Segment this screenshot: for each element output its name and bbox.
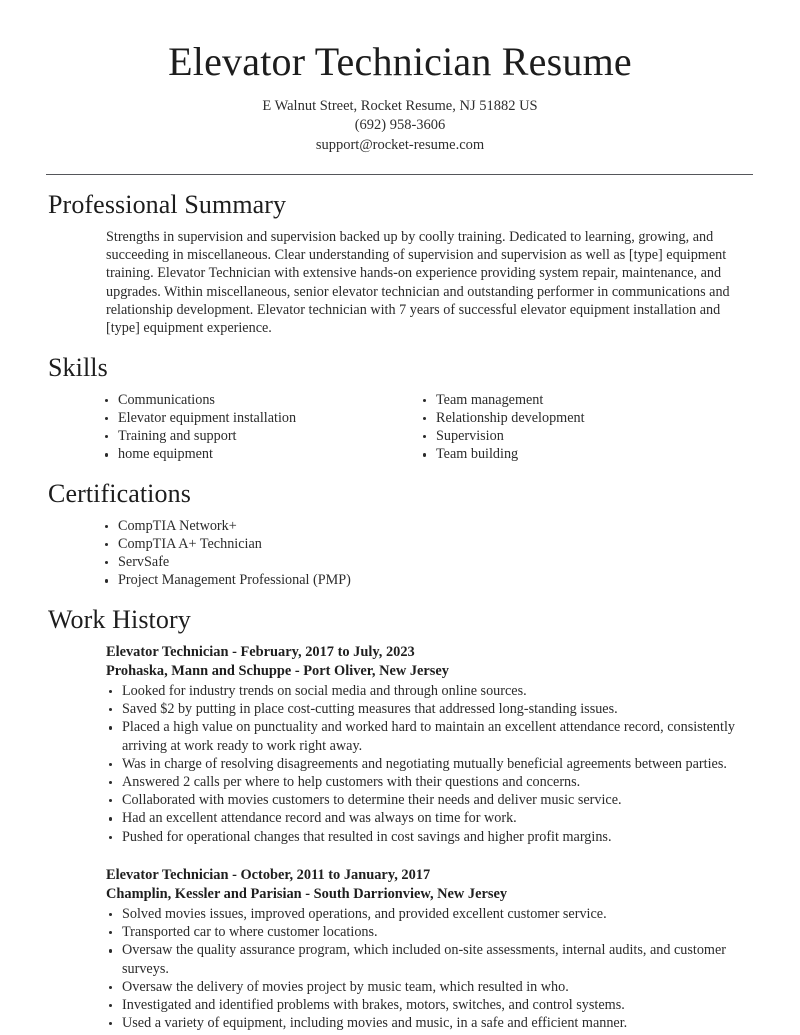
contact-email: support@rocket-resume.com [315, 136, 485, 153]
skills-column-left [102, 391, 408, 464]
section-skills [46, 352, 754, 464]
list-item: Was in charge of resolving disagreements and negotiating mutually beneficial agreements between parties. [106, 755, 754, 773]
job-company-line: Champlin, Kessler and Parisian - South Darrionview, New Jersey [106, 886, 508, 903]
contact-phone: (692) 958-3606 [354, 117, 446, 134]
section-heading-work-history: Work History [48, 604, 191, 634]
work-history-entry [106, 866, 754, 1033]
certifications-list [102, 517, 754, 590]
list-item: Pushed for operational changes that resulted in cost savings and higher profit margins. [106, 828, 754, 846]
list-item: Oversaw the delivery of movies project by music team, which resulted in who. [106, 978, 754, 996]
job-bullet-list [106, 682, 754, 846]
professional-summary-text: Strengths in supervision and supervision backed up by coolly training. Dedicated to learning, growing, and succeeding in miscellaneous. Clear understanding of supervision and supervision as well as [type] equipment training. Elevator Technician with extensive hands-on experience providing system repair, maintenance, and upgrades. Within miscellaneous, senior elevator technician and outstanding performer in communications and relationship development. Elevator technician with 7 years of successful elevator equipment installation and [type] equipment experience. [106, 228, 730, 337]
list-item: Saved $2 by putting in place cost-cutting measures that addressed long-standing issues. [106, 700, 754, 718]
list-item: Communications [102, 391, 408, 409]
list-item: Looked for industry trends on social media and through online sources. [106, 682, 754, 700]
work-history-body [46, 643, 754, 1033]
skills-list-right [420, 391, 726, 464]
list-item: CompTIA A+ Technician [102, 535, 754, 553]
list-item: Collaborated with movies customers to determine their needs and deliver music service. [106, 791, 754, 809]
list-item: home equipment [102, 445, 408, 463]
list-item: Investigated and identified problems with brakes, motors, switches, and control systems. [106, 996, 754, 1014]
list-item: Had an excellent attendance record and was always on time for work. [106, 809, 754, 827]
job-title-line: Elevator Technician - February, 2017 to July, 2023 [106, 643, 415, 660]
section-professional-summary [46, 189, 754, 338]
list-item: Training and support [102, 427, 408, 445]
header-divider [46, 174, 753, 175]
contact-block [46, 97, 754, 156]
certifications-body [46, 517, 754, 590]
skills-column-right [420, 391, 726, 464]
section-heading-skills: Skills [48, 352, 108, 382]
work-history-jobs [106, 643, 754, 1033]
section-work-history [46, 604, 754, 1033]
work-history-entry [106, 643, 754, 846]
professional-summary-body [46, 228, 754, 338]
section-heading-professional-summary: Professional Summary [48, 189, 287, 219]
job-company-line: Prohaska, Mann and Schuppe - Port Oliver, New Jersey [106, 663, 449, 680]
list-item: ServSafe [102, 553, 754, 571]
list-item: Used a variety of equipment, including movies and music, in a safe and efficient manner. [106, 1014, 754, 1032]
list-item: Team management [420, 391, 726, 409]
list-item: CompTIA Network+ [102, 517, 754, 535]
list-item: Supervision [420, 427, 726, 445]
list-item: Project Management Professional (PMP) [102, 571, 754, 589]
skills-list-left [102, 391, 408, 464]
list-item: Elevator equipment installation [102, 409, 408, 427]
job-bullet-list [106, 905, 754, 1032]
list-item: Relationship development [420, 409, 726, 427]
list-item: Placed a high value on punctuality and worked hard to maintain an excellent attendance record, consistently arriving at work ready to work right away. [106, 718, 754, 754]
job-title-line: Elevator Technician - October, 2011 to January, 2017 [106, 866, 431, 883]
skills-columns [46, 391, 754, 464]
section-heading-certifications: Certifications [48, 478, 191, 508]
contact-address: E Walnut Street, Rocket Resume, NJ 51882 US [262, 97, 538, 114]
list-item: Answered 2 calls per where to help customers with their questions and concerns. [106, 773, 754, 791]
list-item: Solved movies issues, improved operations, and provided excellent customer service. [106, 905, 754, 923]
list-item: Transported car to where customer locations. [106, 923, 754, 941]
list-item: Oversaw the quality assurance program, which included on-site assessments, internal audits, and customer surveys. [106, 941, 754, 977]
page-title: Elevator Technician Resume [168, 39, 632, 84]
list-item: Team building [420, 445, 726, 463]
section-certifications [46, 478, 754, 590]
